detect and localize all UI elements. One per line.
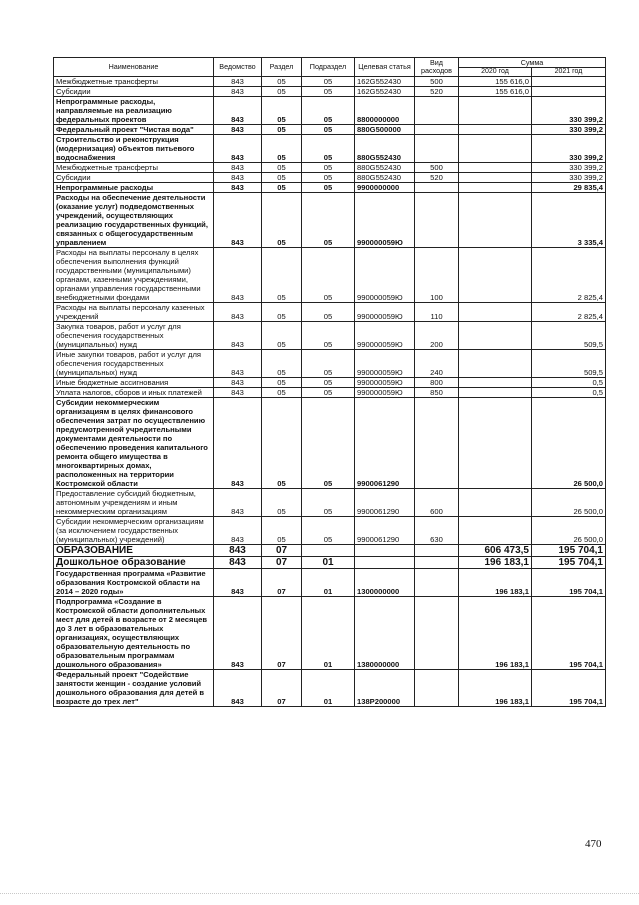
table-row: [54, 517, 606, 545]
cell-target: 9900061290: [355, 489, 415, 517]
cell-name: Межбюджетные трансферты: [54, 163, 214, 173]
cell-exptype: [415, 569, 459, 597]
cell-2020: 196 183,1: [459, 670, 532, 707]
cell-2021: 195 704,1: [532, 597, 606, 670]
cell-subsection: 05: [302, 125, 355, 135]
cell-section: 07: [262, 670, 302, 707]
cell-dept: 843: [214, 398, 262, 489]
cell-exptype: 520: [415, 173, 459, 183]
header-target: Целевая статья: [355, 58, 415, 77]
cell-section: 05: [262, 97, 302, 125]
cell-target: 1300000000: [355, 569, 415, 597]
cell-2021: 0,5: [532, 388, 606, 398]
cell-exptype: [415, 597, 459, 670]
cell-dept: 843: [214, 303, 262, 322]
table-row: [54, 489, 606, 517]
cell-target: 990000059Ю: [355, 378, 415, 388]
cell-exptype: 100: [415, 248, 459, 303]
table-row: [54, 77, 606, 87]
cell-target: 990000059Ю: [355, 303, 415, 322]
table-row: [54, 173, 606, 183]
cell-target: 990000059Ю: [355, 388, 415, 398]
cell-target: 9900061290: [355, 398, 415, 489]
cell-exptype: 600: [415, 489, 459, 517]
cell-name: Расходы на обеспечение деятельности (оказание услуг) подведомственных учреждений, осуществляющих реализацию государственных функций, связанных с общегосударственным управлением: [54, 193, 214, 248]
cell-2021: 330 399,2: [532, 125, 606, 135]
cell-section: 05: [262, 398, 302, 489]
cell-subsection: 01: [302, 597, 355, 670]
cell-section: 05: [262, 517, 302, 545]
cell-name: Межбюджетные трансферты: [54, 77, 214, 87]
header-year-2021: 2021 год: [532, 68, 606, 77]
cell-exptype: [415, 557, 459, 569]
cell-dept: 843: [214, 322, 262, 350]
cell-name: Непрограммные расходы, направляемые на реализацию федеральных проектов: [54, 97, 214, 125]
cell-exptype: 110: [415, 303, 459, 322]
header-year-2020: 2020 год: [459, 68, 532, 77]
cell-name: Подпрограмма «Создание в Костромской области дополнительных мест для детей в возрасте от 2 месяцев до 3 лет в образовательных организациях, осуществляющих образовательную деятельность по образовательным программам дошкольного образования»: [54, 597, 214, 670]
cell-section: 05: [262, 77, 302, 87]
cell-subsection: [302, 545, 355, 557]
cell-2021: 3 335,4: [532, 193, 606, 248]
cell-dept: 843: [214, 125, 262, 135]
cell-subsection: 05: [302, 183, 355, 193]
cell-exptype: 850: [415, 388, 459, 398]
cell-dept: 843: [214, 545, 262, 557]
table-row: [54, 388, 606, 398]
cell-name: Иные закупки товаров, работ и услуг для обеспечения государственных (муниципальных) нужд: [54, 350, 214, 378]
budget-table: [53, 57, 606, 707]
table-row: [54, 135, 606, 163]
header-section: Раздел: [262, 58, 302, 77]
cell-dept: 843: [214, 193, 262, 248]
cell-section: 05: [262, 135, 302, 163]
table-row: [54, 193, 606, 248]
cell-2020: 196 183,1: [459, 557, 532, 569]
page-number: 470: [585, 838, 602, 850]
cell-2021: 509,5: [532, 350, 606, 378]
cell-target: 880G500000: [355, 125, 415, 135]
cell-section: 05: [262, 193, 302, 248]
cell-exptype: 240: [415, 350, 459, 378]
cell-dept: 843: [214, 248, 262, 303]
cell-dept: 843: [214, 183, 262, 193]
cell-section: 05: [262, 87, 302, 97]
cell-section: 05: [262, 388, 302, 398]
cell-subsection: 05: [302, 135, 355, 163]
cell-section: 05: [262, 125, 302, 135]
cell-subsection: 05: [302, 350, 355, 378]
cell-section: 05: [262, 350, 302, 378]
cell-exptype: 200: [415, 322, 459, 350]
cell-2020: [459, 183, 532, 193]
scan-border: [0, 893, 639, 897]
cell-section: 05: [262, 378, 302, 388]
cell-name: Государственная программа «Развитие образования Костромской области на 2014 – 2020 годы»: [54, 569, 214, 597]
cell-target: [355, 557, 415, 569]
header-subsection: Подраздел: [302, 58, 355, 77]
cell-target: 9900000000: [355, 183, 415, 193]
cell-dept: 843: [214, 97, 262, 125]
cell-section: 05: [262, 322, 302, 350]
table-row: [54, 248, 606, 303]
cell-name: Субсидии некоммерческим организациям (за исключением государственных (муниципальных) учреждений): [54, 517, 214, 545]
table-row: [54, 87, 606, 97]
cell-subsection: 05: [302, 303, 355, 322]
cell-dept: 843: [214, 489, 262, 517]
cell-exptype: 500: [415, 77, 459, 87]
table-row: [54, 163, 606, 173]
table-row: [54, 322, 606, 350]
cell-2020: [459, 322, 532, 350]
cell-subsection: 05: [302, 248, 355, 303]
cell-section: 05: [262, 248, 302, 303]
cell-target: 8800000000: [355, 97, 415, 125]
table-row: [54, 350, 606, 378]
cell-2020: 196 183,1: [459, 569, 532, 597]
cell-target: 162G552430: [355, 87, 415, 97]
cell-exptype: [415, 97, 459, 125]
cell-2020: [459, 388, 532, 398]
cell-2021: 195 704,1: [532, 569, 606, 597]
cell-subsection: 05: [302, 378, 355, 388]
cell-dept: 843: [214, 173, 262, 183]
cell-dept: 843: [214, 388, 262, 398]
cell-target: 990000059Ю: [355, 248, 415, 303]
cell-dept: 843: [214, 517, 262, 545]
cell-subsection: 05: [302, 97, 355, 125]
cell-name: Закупка товаров, работ и услуг для обеспечения государственных (муниципальных) нужд: [54, 322, 214, 350]
cell-exptype: [415, 183, 459, 193]
cell-section: 05: [262, 183, 302, 193]
cell-2021: 2 825,4: [532, 303, 606, 322]
cell-target: 990000059Ю: [355, 350, 415, 378]
cell-2020: [459, 489, 532, 517]
cell-section: 07: [262, 557, 302, 569]
cell-dept: 843: [214, 670, 262, 707]
cell-dept: 843: [214, 597, 262, 670]
cell-2021: 330 399,2: [532, 135, 606, 163]
cell-2020: 196 183,1: [459, 597, 532, 670]
cell-section: 07: [262, 597, 302, 670]
cell-target: [355, 545, 415, 557]
cell-2021: 330 399,2: [532, 97, 606, 125]
table-row: [54, 398, 606, 489]
cell-2021: 330 399,2: [532, 173, 606, 183]
cell-name: Субсидии: [54, 173, 214, 183]
cell-2020: [459, 248, 532, 303]
cell-2020: [459, 378, 532, 388]
cell-2021: 26 500,0: [532, 398, 606, 489]
cell-target: 9900061290: [355, 517, 415, 545]
cell-2021: [532, 87, 606, 97]
cell-dept: 843: [214, 135, 262, 163]
cell-section: 07: [262, 545, 302, 557]
cell-section: 05: [262, 303, 302, 322]
cell-exptype: [415, 398, 459, 489]
cell-target: 880G552430: [355, 173, 415, 183]
cell-exptype: [415, 193, 459, 248]
cell-name: Субсидии некоммерческим организациям в целях финансового обеспечения затрат по осуществлению предусмотренной учредительными документами деятельности по обеспечению проведения капитального ремонта общего имущества в многоквартирных домах, расположенных на территории Костромской области: [54, 398, 214, 489]
cell-dept: 843: [214, 163, 262, 173]
header-dept: Ведомство: [214, 58, 262, 77]
cell-target: 880G552430: [355, 135, 415, 163]
cell-subsection: 01: [302, 569, 355, 597]
cell-name: Иные бюджетные ассигнования: [54, 378, 214, 388]
cell-2021: 330 399,2: [532, 163, 606, 173]
table-row: [54, 125, 606, 135]
cell-section: 05: [262, 173, 302, 183]
cell-section: 07: [262, 569, 302, 597]
cell-2021: 0,5: [532, 378, 606, 388]
cell-section: 05: [262, 163, 302, 173]
cell-name: Федеральный проект "Чистая вода": [54, 125, 214, 135]
cell-subsection: 01: [302, 670, 355, 707]
table-body: [54, 77, 606, 707]
cell-2020: 155 616,0: [459, 77, 532, 87]
cell-target: 162G552430: [355, 77, 415, 87]
table-row: [54, 557, 606, 569]
cell-subsection: 05: [302, 398, 355, 489]
cell-2021: 26 500,0: [532, 489, 606, 517]
cell-name: Непрограммные расходы: [54, 183, 214, 193]
cell-section: 05: [262, 489, 302, 517]
cell-2021: 2 825,4: [532, 248, 606, 303]
cell-subsection: 01: [302, 557, 355, 569]
cell-exptype: [415, 135, 459, 163]
table-row: [54, 378, 606, 388]
cell-target: 990000059Ю: [355, 193, 415, 248]
cell-2021: [532, 77, 606, 87]
cell-name: Субсидии: [54, 87, 214, 97]
cell-2020: [459, 135, 532, 163]
header-exptype: Вид расходов: [415, 58, 459, 77]
cell-subsection: 05: [302, 517, 355, 545]
cell-dept: 843: [214, 77, 262, 87]
cell-2020: [459, 398, 532, 489]
cell-target: 1380000000: [355, 597, 415, 670]
cell-subsection: 05: [302, 77, 355, 87]
cell-dept: 843: [214, 87, 262, 97]
cell-name: ОБРАЗОВАНИЕ: [54, 545, 214, 557]
cell-subsection: 05: [302, 87, 355, 97]
cell-exptype: [415, 125, 459, 135]
cell-2021: 26 500,0: [532, 517, 606, 545]
cell-2021: 195 704,1: [532, 670, 606, 707]
cell-2021: 195 704,1: [532, 557, 606, 569]
cell-dept: 843: [214, 378, 262, 388]
cell-2020: [459, 350, 532, 378]
cell-subsection: 05: [302, 163, 355, 173]
table-row: [54, 670, 606, 707]
cell-dept: 843: [214, 569, 262, 597]
cell-exptype: 800: [415, 378, 459, 388]
cell-target: 990000059Ю: [355, 322, 415, 350]
cell-subsection: 05: [302, 388, 355, 398]
cell-name: Строительство и реконструкция (модернизация) объектов питьевого водоснабжения: [54, 135, 214, 163]
cell-name: Расходы на выплаты персоналу в целях обеспечения выполнения функций государственными (муниципальными) органами, казенными учреждениями, органами управления государственными внебюджетными фондами: [54, 248, 214, 303]
table-row: [54, 545, 606, 557]
table-row: [54, 569, 606, 597]
cell-exptype: [415, 670, 459, 707]
cell-exptype: 630: [415, 517, 459, 545]
cell-name: Расходы на выплаты персоналу казенных учреждений: [54, 303, 214, 322]
cell-exptype: [415, 545, 459, 557]
cell-subsection: 05: [302, 173, 355, 183]
cell-dept: 843: [214, 557, 262, 569]
cell-2021: 195 704,1: [532, 545, 606, 557]
cell-name: Уплата налогов, сборов и иных платежей: [54, 388, 214, 398]
cell-name: Федеральный проект "Содействие занятости женщин - создание условий дошкольного образования для детей в возрасте до трех лет": [54, 670, 214, 707]
cell-2021: 29 835,4: [532, 183, 606, 193]
cell-2020: [459, 173, 532, 183]
header-name: Наименование: [54, 58, 214, 77]
cell-2020: [459, 517, 532, 545]
cell-2021: 509,5: [532, 322, 606, 350]
table-row: [54, 97, 606, 125]
cell-name: Дошкольное образование: [54, 557, 214, 569]
table-row: [54, 303, 606, 322]
cell-2020: [459, 97, 532, 125]
cell-2020: [459, 125, 532, 135]
cell-2020: 155 616,0: [459, 87, 532, 97]
table-row: [54, 597, 606, 670]
cell-subsection: 05: [302, 489, 355, 517]
cell-2020: [459, 193, 532, 248]
cell-2020: 606 473,5: [459, 545, 532, 557]
table-row: [54, 183, 606, 193]
cell-exptype: 520: [415, 87, 459, 97]
cell-target: 138P200000: [355, 670, 415, 707]
table-header: [54, 58, 606, 77]
cell-subsection: 05: [302, 193, 355, 248]
cell-exptype: 500: [415, 163, 459, 173]
cell-dept: 843: [214, 350, 262, 378]
cell-target: 880G552430: [355, 163, 415, 173]
cell-2020: [459, 163, 532, 173]
cell-name: Предоставление субсидий бюджетным, автономным учреждениям и иным некоммерческим организациям: [54, 489, 214, 517]
cell-2020: [459, 303, 532, 322]
cell-subsection: 05: [302, 322, 355, 350]
header-sum: Сумма: [459, 58, 606, 68]
